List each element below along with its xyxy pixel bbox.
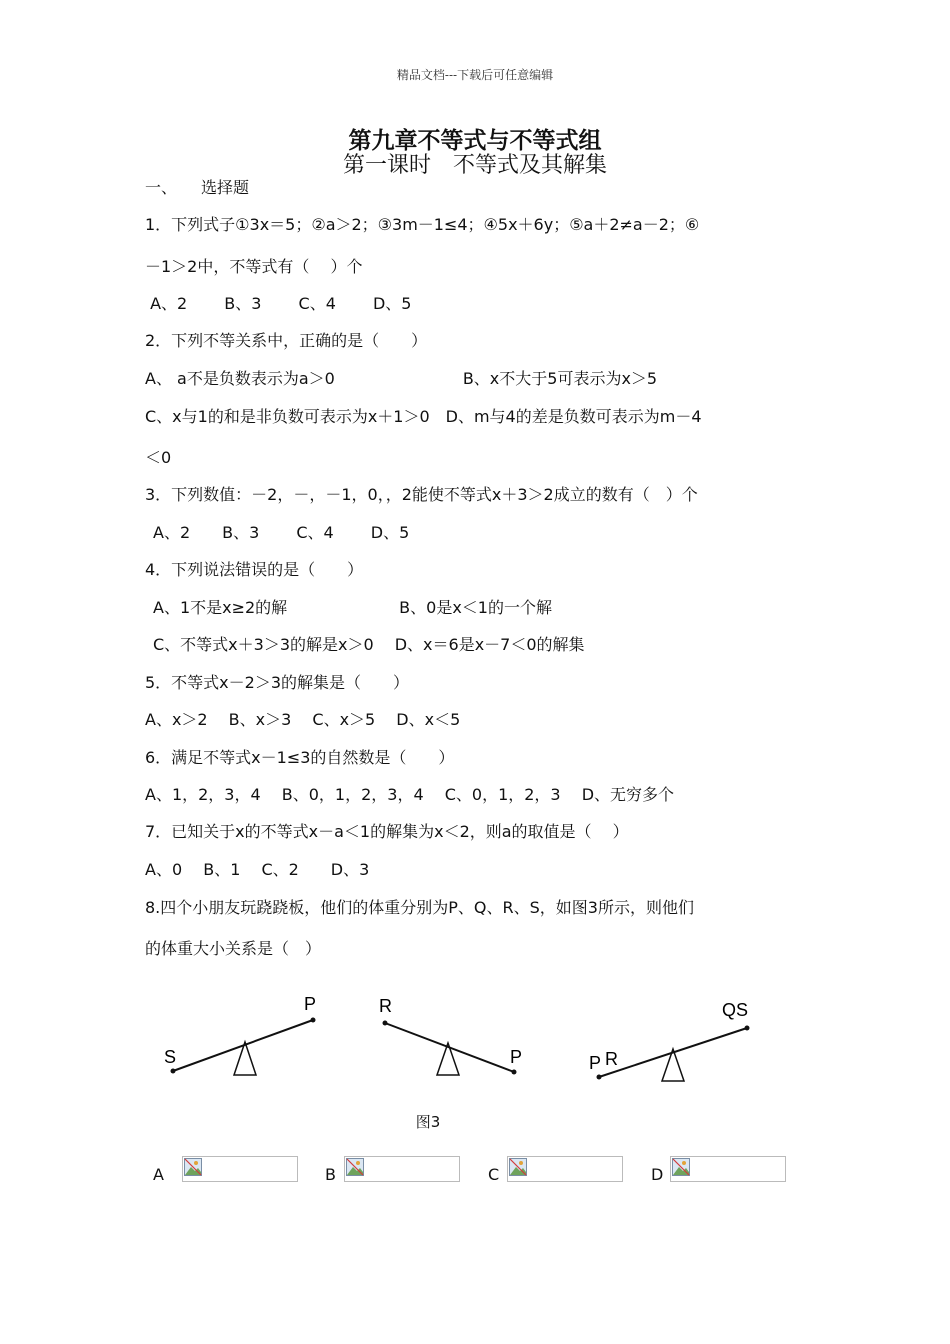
page-header: 精品文档---下载后可任意编辑 [396, 68, 554, 82]
answer-option-b-image [344, 1156, 460, 1182]
answer-option-a-image [182, 1156, 298, 1182]
seesaw-1 [164, 994, 316, 1075]
page-title: 第九章不等式与不等式组 [348, 127, 602, 154]
page-subtitle: 第一课时 不等式及其解集 [342, 153, 607, 178]
question-8-line-1: 8.四个小朋友玩跷跷板，他们的体重分别为P、Q、R、S，如图3所示，则他们 [145, 898, 694, 917]
question-2-options-cd: C、x与1的和是非负数可表示为x＋1＞0 D、m与4的差是负数可表示为m－4 [145, 407, 702, 426]
question-6-options: A、1，2，3，4 B、0，1，2，3，4 C、0，1，2，3 D、无穷多个 [145, 785, 675, 804]
question-7-options: A、0 B、1 C、2 D、3 [145, 860, 370, 879]
answer-option-d-label: D [651, 1165, 664, 1184]
answer-option-d-image [670, 1156, 786, 1182]
question-3-options: A、2 B、3 C、4 D、5 [153, 523, 410, 542]
question-2-options-cd-cont: ＜0 [145, 448, 172, 467]
question-2: 2．下列不等关系中，正确的是（ ） [145, 331, 428, 350]
question-1-line-2: －1＞2中，不等式有（ ）个 [145, 257, 363, 276]
seesaw-3 [589, 1000, 750, 1081]
question-4: 4．下列说法错误的是（ ） [145, 560, 364, 579]
seesaw-2-right-label: P [510, 1047, 523, 1067]
question-5: 5．不等式x－2＞3的解集是（ ） [145, 673, 410, 692]
question-5-options: A、x＞2 B、x＞3 C、x＞5 D、x＜5 [145, 710, 461, 729]
section-heading: 一、 选择题 [145, 178, 250, 197]
seesaw-3-left2-label: R [605, 1049, 618, 1069]
seesaw-3-right-label: QS [722, 1000, 749, 1020]
question-6: 6．满足不等式x－1≤3的自然数是（ ） [145, 748, 455, 767]
broken-image-icon [346, 1158, 364, 1176]
broken-image-icon [509, 1158, 527, 1176]
question-7: 7．已知关于x的不等式x－a＜1的解集为x＜2，则a的取值是（ ） [145, 822, 629, 841]
seesaw-1-left-label: S [164, 1047, 177, 1067]
question-1-line-1: 1．下列式子①3x＝5；②a＞2；③3m－1≤4；④5x＋6y；⑤a＋2≠a－2；⑥ [145, 215, 700, 234]
answer-option-c-label: C [488, 1165, 500, 1184]
seesaw-3-left-label: P [589, 1053, 602, 1073]
broken-image-icon [672, 1158, 690, 1176]
broken-image-icon [184, 1158, 202, 1176]
question-2-options-ab: A、 a不是负数表示为a＞0 B、x不大于5可表示为x＞5 [145, 369, 658, 388]
question-8-line-2: 的体重大小关系是（ ） [145, 939, 322, 958]
figure-caption: 图3 [415, 1113, 441, 1131]
question-1-options: A、2 B、3 C、4 D、5 [145, 294, 412, 313]
answer-option-c-image [507, 1156, 623, 1182]
answer-option-a-label: A [153, 1165, 164, 1184]
seesaw-1-right-label: P [304, 994, 317, 1014]
seesaw-figure [150, 985, 790, 1095]
question-4-options-cd: C、不等式x＋3＞3的解是x＞0 D、x＝6是x－7＜0的解集 [153, 635, 585, 654]
question-3: 3．下列数值：－2，－，－1，0，，2能使不等式x＋3＞2成立的数有（ ）个 [145, 485, 698, 504]
question-4-options-ab: A、1不是x≥2的解 B、0是x＜1的一个解 [153, 598, 552, 617]
answer-option-b-label: B [325, 1165, 336, 1184]
seesaw-2 [379, 996, 522, 1075]
seesaw-2-left-label: R [379, 996, 392, 1016]
